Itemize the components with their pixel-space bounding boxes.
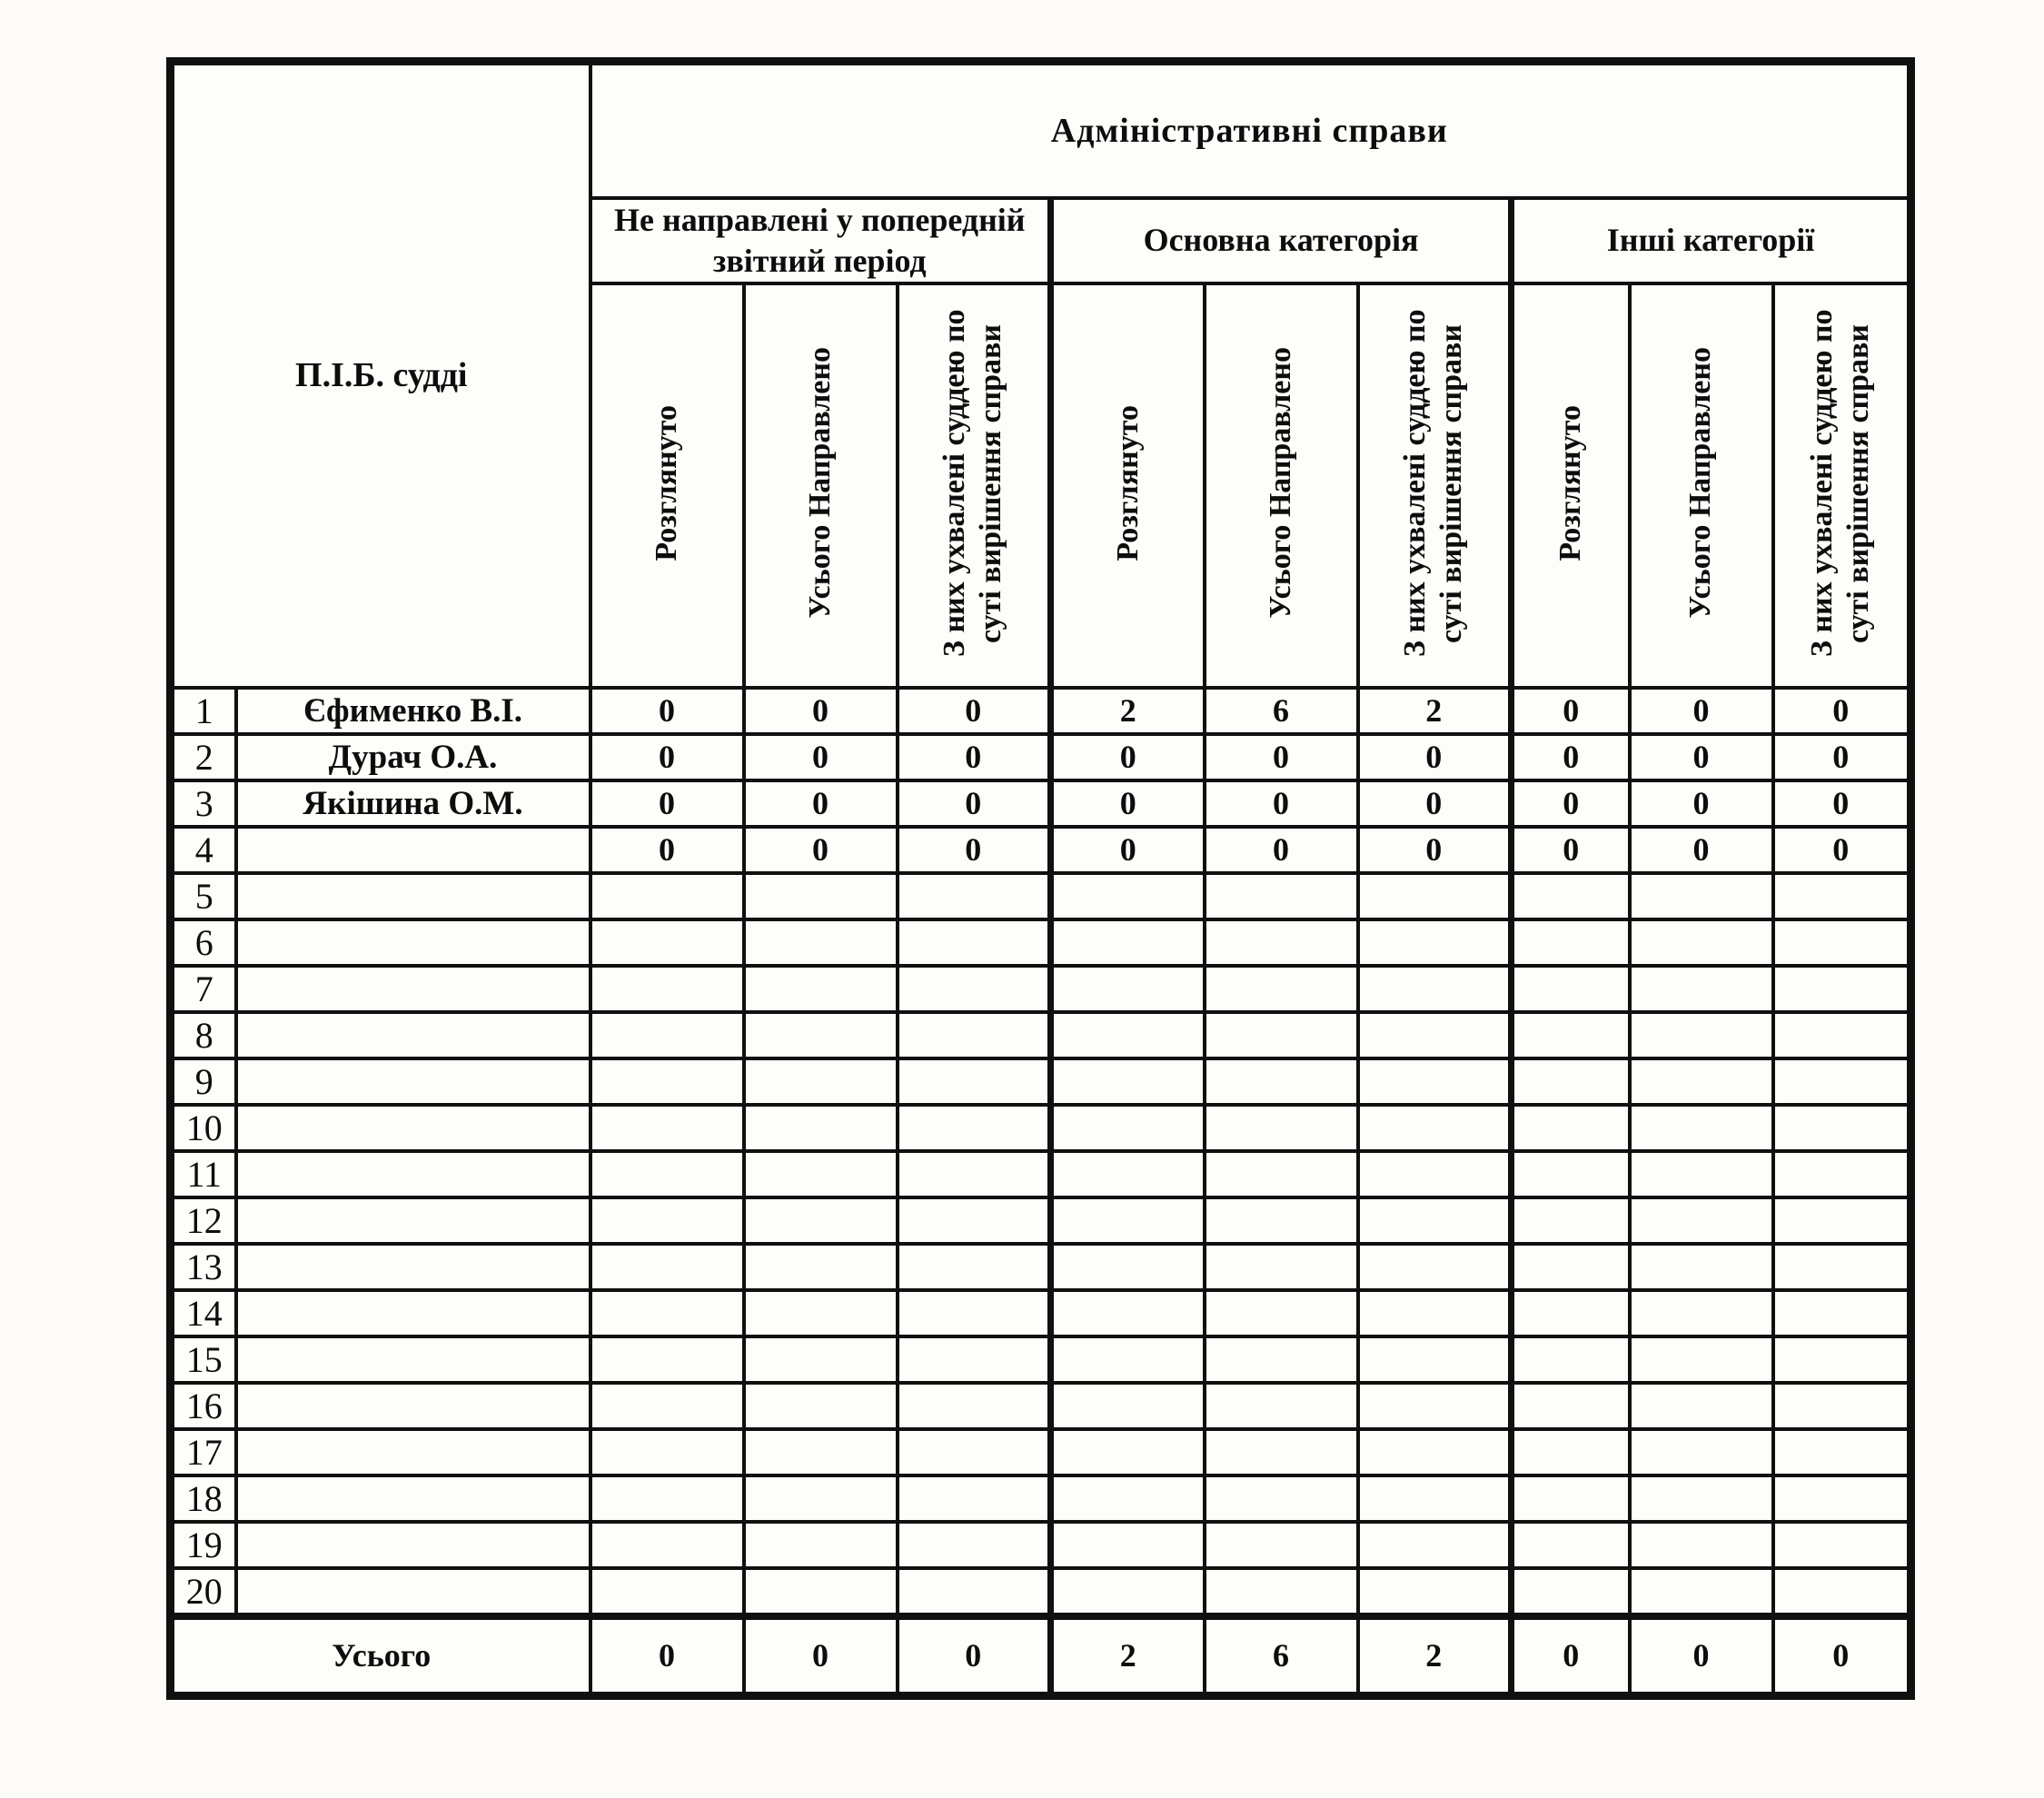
row-number-cell: 14: [171, 1290, 236, 1336]
value-cell: [898, 1197, 1051, 1244]
judge-name-cell: Якішина О.М.: [236, 780, 590, 827]
value-cell: [1512, 1058, 1630, 1105]
total-value-cell: 0: [1630, 1616, 1773, 1696]
table-row: [171, 1475, 1911, 1522]
table-row: [171, 1058, 1911, 1105]
value-cell: [1205, 919, 1358, 966]
value-cell: [1773, 873, 1911, 919]
value-cell: [590, 1244, 744, 1290]
value-cell: [1051, 1522, 1205, 1568]
value-cell: [1773, 966, 1911, 1012]
row-number-cell: 5: [171, 873, 236, 919]
subcol-header-label: З них ухвалені суддею по суті вирішення справи: [938, 309, 1008, 657]
row-number-cell: 20: [171, 1568, 236, 1616]
value-cell: [1773, 1058, 1911, 1105]
value-cell: [744, 1151, 898, 1197]
value-cell: [590, 919, 744, 966]
value-cell: [590, 1475, 744, 1522]
value-cell: [1630, 1383, 1773, 1429]
subcol-header-label: Усього Направлено: [802, 347, 837, 619]
table-row: [171, 1290, 1911, 1336]
value-cell: [1630, 1290, 1773, 1336]
value-cell: [1358, 1475, 1512, 1522]
value-cell: [1358, 1429, 1512, 1475]
data-rows-body: [171, 688, 1911, 1616]
subcol-header-label: Усього Направлено: [1683, 347, 1718, 619]
judge-name-cell: [236, 1244, 590, 1290]
subcol-header-label: З них ухвалені суддею по суті вирішення справи: [1398, 309, 1469, 657]
value-cell: [744, 1012, 898, 1058]
value-cell: [590, 1568, 744, 1616]
value-cell: 0: [1512, 688, 1630, 734]
value-cell: [1051, 1058, 1205, 1105]
total-value-cell: 0: [898, 1616, 1051, 1696]
value-cell: [1773, 1383, 1911, 1429]
row-number-cell: 1: [171, 688, 236, 734]
value-cell: [1051, 1151, 1205, 1197]
value-cell: [1773, 1522, 1911, 1568]
table-row: [171, 827, 1911, 873]
value-cell: [1630, 1429, 1773, 1475]
row-number-cell: 9: [171, 1058, 236, 1105]
table-row: [171, 966, 1911, 1012]
value-cell: [898, 1012, 1051, 1058]
value-cell: [1051, 1244, 1205, 1290]
subcol-header-considered-3: [1512, 283, 1630, 688]
value-cell: 0: [1051, 780, 1205, 827]
value-cell: [1630, 1244, 1773, 1290]
value-cell: [590, 1290, 744, 1336]
table-row: [171, 1336, 1911, 1383]
value-cell: [1630, 1058, 1773, 1105]
row-number-cell: 7: [171, 966, 236, 1012]
subcol-header-decided-on-merits-1: [898, 283, 1051, 688]
value-cell: 0: [590, 827, 744, 873]
subcol-header-label: З них ухвалені суддею по суті вирішення справи: [1805, 309, 1876, 657]
table-row: [171, 1429, 1911, 1475]
value-cell: [898, 1058, 1051, 1105]
value-cell: [1512, 966, 1630, 1012]
total-label-cell: Усього: [171, 1616, 590, 1696]
value-cell: [1773, 1012, 1911, 1058]
value-cell: [1630, 1151, 1773, 1197]
value-cell: 0: [1358, 780, 1512, 827]
value-cell: [1205, 1475, 1358, 1522]
value-cell: 0: [1773, 688, 1911, 734]
total-value-cell: 0: [1512, 1616, 1630, 1696]
value-cell: 0: [590, 780, 744, 827]
value-cell: [590, 966, 744, 1012]
value-cell: [1773, 1475, 1911, 1522]
value-cell: [898, 1336, 1051, 1383]
value-cell: 0: [1051, 734, 1205, 780]
value-cell: 0: [1358, 734, 1512, 780]
value-cell: [744, 1105, 898, 1151]
value-cell: [1630, 1336, 1773, 1383]
value-cell: 0: [1773, 827, 1911, 873]
value-cell: 0: [744, 780, 898, 827]
value-cell: [1512, 1197, 1630, 1244]
value-cell: [744, 919, 898, 966]
row-number-cell: 8: [171, 1012, 236, 1058]
value-cell: [590, 1336, 744, 1383]
total-row: [171, 1616, 1911, 1696]
value-cell: 0: [1512, 734, 1630, 780]
row-number-cell: 17: [171, 1429, 236, 1475]
row-number-cell: 6: [171, 919, 236, 966]
value-cell: [1205, 1290, 1358, 1336]
value-cell: [1358, 1336, 1512, 1383]
value-cell: [1773, 1244, 1911, 1290]
value-cell: [898, 1244, 1051, 1290]
value-cell: [1051, 1336, 1205, 1383]
row-number-cell: 18: [171, 1475, 236, 1522]
total-value-cell: 0: [744, 1616, 898, 1696]
value-cell: [1051, 1568, 1205, 1616]
judge-name-cell: Дурач О.А.: [236, 734, 590, 780]
table-row: [171, 1197, 1911, 1244]
value-cell: [1051, 1197, 1205, 1244]
value-cell: [590, 1429, 744, 1475]
value-cell: [1358, 1012, 1512, 1058]
value-cell: [1205, 1429, 1358, 1475]
subcol-header-label: Розглянуто: [649, 404, 683, 561]
value-cell: 0: [1630, 734, 1773, 780]
value-cell: [1630, 1197, 1773, 1244]
value-cell: [1051, 1383, 1205, 1429]
value-cell: [1512, 873, 1630, 919]
value-cell: [1205, 1197, 1358, 1244]
value-cell: [898, 966, 1051, 1012]
value-cell: [590, 1383, 744, 1429]
value-cell: [590, 1012, 744, 1058]
value-cell: [898, 1568, 1051, 1616]
table-row: [171, 1244, 1911, 1290]
judge-name-cell: [236, 1475, 590, 1522]
value-cell: 0: [1630, 827, 1773, 873]
value-cell: 0: [1358, 827, 1512, 873]
value-cell: [898, 1429, 1051, 1475]
row-number-cell: 10: [171, 1105, 236, 1151]
value-cell: [1630, 1012, 1773, 1058]
value-cell: 0: [1630, 688, 1773, 734]
table-row: [171, 1105, 1911, 1151]
value-cell: [1051, 1012, 1205, 1058]
corner-header-judge-name: П.І.Б. судді: [171, 62, 590, 688]
value-cell: [1358, 919, 1512, 966]
judge-name-cell: [236, 1012, 590, 1058]
table-row: [171, 734, 1911, 780]
value-cell: [590, 1151, 744, 1197]
judge-name-cell: [236, 873, 590, 919]
judge-name-cell: [236, 1383, 590, 1429]
table-row: [171, 688, 1911, 734]
value-cell: [1358, 1151, 1512, 1197]
value-cell: [1358, 1568, 1512, 1616]
judge-name-cell: [236, 966, 590, 1012]
table-row: [171, 1522, 1911, 1568]
value-cell: [1773, 1151, 1911, 1197]
value-cell: [1358, 873, 1512, 919]
row-number-cell: 4: [171, 827, 236, 873]
value-cell: [898, 1290, 1051, 1336]
value-cell: [1512, 919, 1630, 966]
value-cell: 0: [898, 688, 1051, 734]
value-cell: 0: [744, 688, 898, 734]
judge-name-cell: [236, 919, 590, 966]
value-cell: [744, 1383, 898, 1429]
value-cell: 0: [1773, 734, 1911, 780]
value-cell: [590, 1105, 744, 1151]
value-cell: [1051, 1475, 1205, 1522]
judge-name-cell: [236, 1568, 590, 1616]
value-cell: [1773, 919, 1911, 966]
judge-name-cell: [236, 1290, 590, 1336]
value-cell: [1205, 1568, 1358, 1616]
value-cell: [1512, 1475, 1630, 1522]
value-cell: [898, 1105, 1051, 1151]
value-cell: [1630, 1105, 1773, 1151]
value-cell: [744, 873, 898, 919]
value-cell: [1630, 1522, 1773, 1568]
subcol-header-considered-1: [590, 283, 744, 688]
value-cell: [1358, 1290, 1512, 1336]
value-cell: [1512, 1336, 1630, 1383]
value-cell: [1512, 1244, 1630, 1290]
value-cell: [1773, 1336, 1911, 1383]
value-cell: [1051, 1429, 1205, 1475]
value-cell: [898, 1151, 1051, 1197]
judge-name-cell: [236, 1151, 590, 1197]
value-cell: [1773, 1197, 1911, 1244]
value-cell: [1512, 1383, 1630, 1429]
group-header-not-sent-previous-period: Не направлені у попередній звітний період: [590, 198, 1051, 283]
value-cell: [744, 1290, 898, 1336]
value-cell: [1205, 966, 1358, 1012]
value-cell: [898, 1522, 1051, 1568]
judge-name-cell: [236, 827, 590, 873]
value-cell: 0: [898, 827, 1051, 873]
value-cell: [1051, 1290, 1205, 1336]
value-cell: [1773, 1429, 1911, 1475]
value-cell: [744, 1429, 898, 1475]
table-row: [171, 780, 1911, 827]
table-row: [171, 1383, 1911, 1429]
value-cell: 2: [1051, 688, 1205, 734]
value-cell: [1051, 1105, 1205, 1151]
value-cell: 0: [1512, 780, 1630, 827]
table-row: [171, 873, 1911, 919]
total-value-cell: 2: [1358, 1616, 1512, 1696]
value-cell: [1358, 1244, 1512, 1290]
total-value-cell: 0: [590, 1616, 744, 1696]
value-cell: [1773, 1568, 1911, 1616]
judge-name-cell: [236, 1336, 590, 1383]
value-cell: [1512, 1522, 1630, 1568]
judge-name-cell: [236, 1197, 590, 1244]
judge-name-cell: [236, 1105, 590, 1151]
value-cell: 0: [590, 688, 744, 734]
row-number-cell: 2: [171, 734, 236, 780]
value-cell: 0: [1205, 734, 1358, 780]
value-cell: [1512, 1151, 1630, 1197]
value-cell: 0: [898, 780, 1051, 827]
value-cell: 0: [590, 734, 744, 780]
value-cell: [898, 1383, 1051, 1429]
value-cell: 6: [1205, 688, 1358, 734]
value-cell: [1630, 1568, 1773, 1616]
value-cell: [590, 1522, 744, 1568]
row-number-cell: 19: [171, 1522, 236, 1568]
subcol-header-considered-2: [1051, 283, 1205, 688]
value-cell: [744, 966, 898, 1012]
value-cell: 0: [1773, 780, 1911, 827]
value-cell: [1358, 1105, 1512, 1151]
value-cell: [1205, 1058, 1358, 1105]
value-cell: [1205, 1151, 1358, 1197]
value-cell: [744, 1568, 898, 1616]
value-cell: [744, 1197, 898, 1244]
value-cell: [898, 873, 1051, 919]
table-row: [171, 919, 1911, 966]
value-cell: 0: [744, 734, 898, 780]
value-cell: [1205, 1522, 1358, 1568]
value-cell: [898, 1475, 1051, 1522]
value-cell: [744, 1522, 898, 1568]
row-number-cell: 3: [171, 780, 236, 827]
value-cell: [590, 873, 744, 919]
value-cell: [1512, 1290, 1630, 1336]
value-cell: [590, 1058, 744, 1105]
value-cell: [590, 1197, 744, 1244]
value-cell: [1630, 966, 1773, 1012]
subcol-header-label: Розглянуто: [1110, 404, 1145, 561]
value-cell: [1512, 1429, 1630, 1475]
row-number-cell: 15: [171, 1336, 236, 1383]
value-cell: [1358, 1383, 1512, 1429]
total-value-cell: 0: [1773, 1616, 1911, 1696]
total-value-cell: 6: [1205, 1616, 1358, 1696]
subcol-header-label: Розглянуто: [1553, 404, 1588, 561]
value-cell: [1205, 1383, 1358, 1429]
judges-admin-cases-table: [166, 57, 1915, 1700]
value-cell: [1205, 1012, 1358, 1058]
value-cell: 0: [1630, 780, 1773, 827]
value-cell: [1630, 1475, 1773, 1522]
value-cell: 2: [1358, 688, 1512, 734]
row-number-cell: 11: [171, 1151, 236, 1197]
table-row: [171, 1012, 1911, 1058]
subcol-header-decided-on-merits-2: [1358, 283, 1512, 688]
value-cell: [1512, 1105, 1630, 1151]
value-cell: [1358, 1522, 1512, 1568]
value-cell: [744, 1058, 898, 1105]
value-cell: [1358, 1197, 1512, 1244]
subcol-header-total-sent-3: [1630, 283, 1773, 688]
value-cell: [1358, 1058, 1512, 1105]
value-cell: [744, 1336, 898, 1383]
group-header-other-categories: Інші категорії: [1512, 198, 1911, 283]
value-cell: [1051, 919, 1205, 966]
value-cell: [1205, 1244, 1358, 1290]
value-cell: 0: [1205, 827, 1358, 873]
subcol-header-label: Усього Направлено: [1263, 347, 1297, 619]
value-cell: [1205, 1336, 1358, 1383]
total-value-cell: 2: [1051, 1616, 1205, 1696]
value-cell: [744, 1475, 898, 1522]
row-number-cell: 13: [171, 1244, 236, 1290]
table-row: [171, 1151, 1911, 1197]
subcol-header-total-sent-1: [744, 283, 898, 688]
judge-name-cell: Єфименко В.І.: [236, 688, 590, 734]
value-cell: [1051, 873, 1205, 919]
value-cell: [1358, 966, 1512, 1012]
judge-name-cell: [236, 1522, 590, 1568]
row-number-cell: 12: [171, 1197, 236, 1244]
value-cell: [1630, 873, 1773, 919]
judge-name-cell: [236, 1058, 590, 1105]
subcol-header-total-sent-2: [1205, 283, 1358, 688]
value-cell: [1205, 873, 1358, 919]
group-header-main-category: Основна категорія: [1051, 198, 1512, 283]
value-cell: 0: [1512, 827, 1630, 873]
value-cell: [1205, 1105, 1358, 1151]
value-cell: [1773, 1105, 1911, 1151]
value-cell: [1630, 919, 1773, 966]
table-title: Адміністративні справи: [590, 62, 1911, 198]
header-row-title: [171, 62, 1911, 198]
table-row: [171, 1568, 1911, 1616]
value-cell: [744, 1244, 898, 1290]
value-cell: [1512, 1568, 1630, 1616]
value-cell: 0: [744, 827, 898, 873]
value-cell: 0: [898, 734, 1051, 780]
value-cell: 0: [1205, 780, 1358, 827]
row-number-cell: 16: [171, 1383, 236, 1429]
value-cell: 0: [1051, 827, 1205, 873]
value-cell: [898, 919, 1051, 966]
value-cell: [1051, 966, 1205, 1012]
subcol-header-decided-on-merits-3: [1773, 283, 1911, 688]
value-cell: [1512, 1012, 1630, 1058]
judge-name-cell: [236, 1429, 590, 1475]
value-cell: [1773, 1290, 1911, 1336]
